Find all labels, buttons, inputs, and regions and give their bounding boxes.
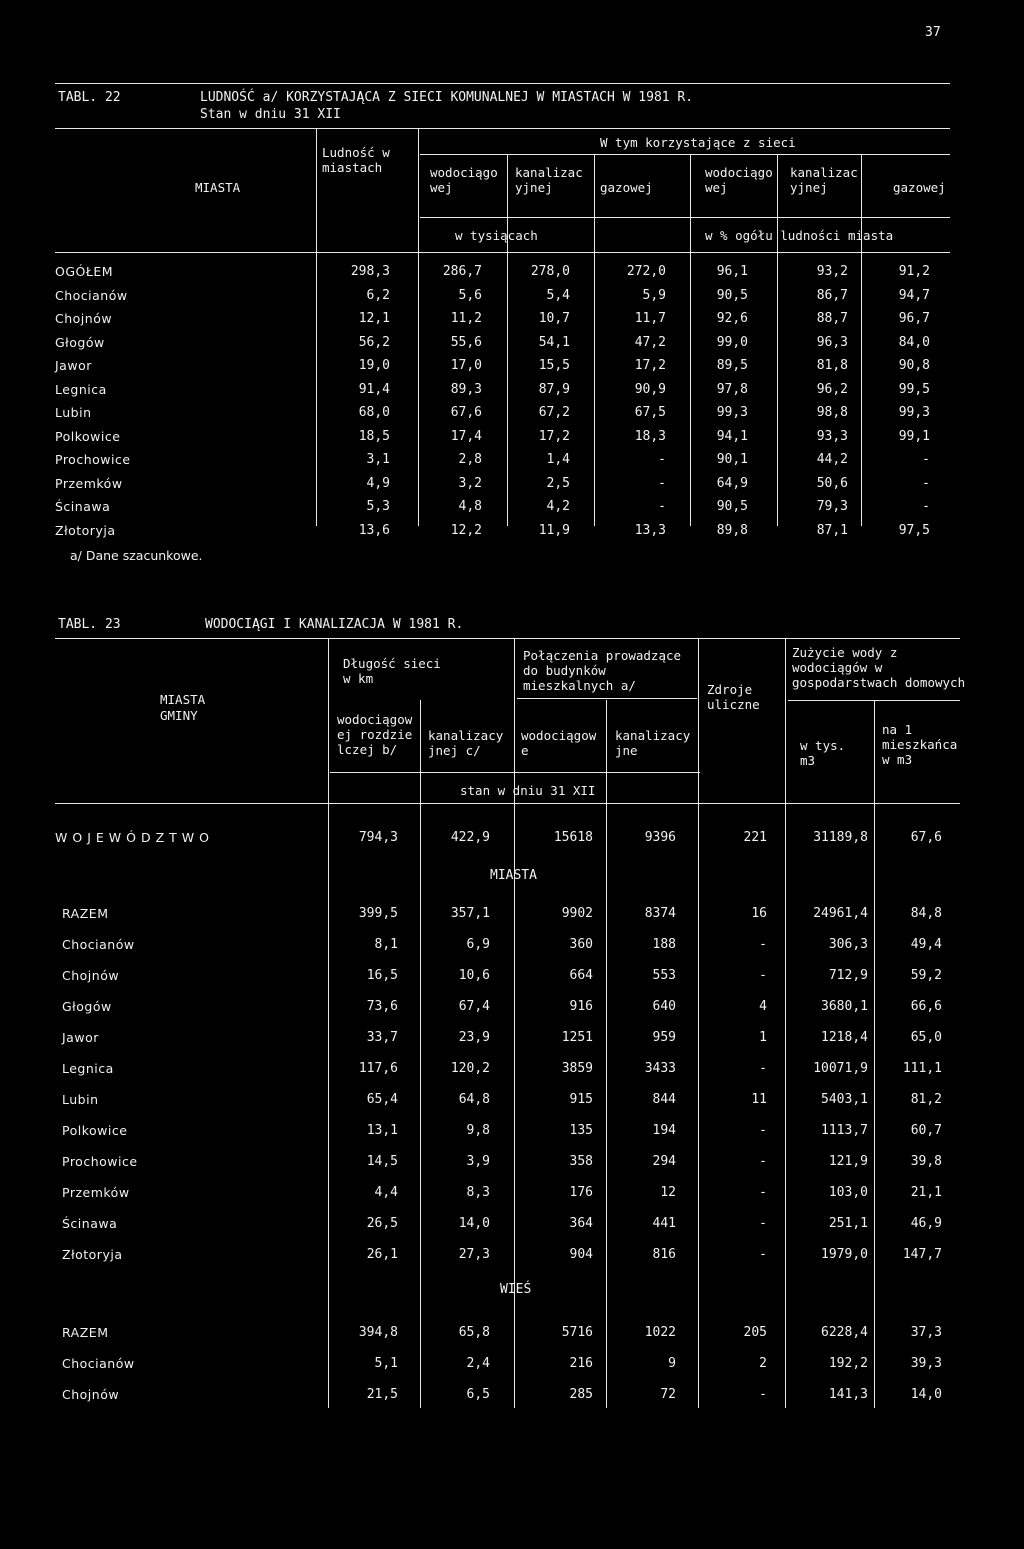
cell-t23-w1-c0: 5,1 bbox=[374, 1356, 398, 1371]
row-label-t22-0: OGÓŁEM bbox=[55, 264, 114, 279]
t22-col-wodo-2: wodociągowej bbox=[705, 165, 773, 195]
cell-t23-m0-c6: 84,8 bbox=[910, 906, 942, 921]
cell-t23-m6-c3: 844 bbox=[652, 1092, 676, 1107]
cell-t23-m10-c5: 251,1 bbox=[828, 1216, 868, 1231]
cell-t23-m9-c4: - bbox=[759, 1185, 767, 1200]
cell-t22-9-c4: 64,9 bbox=[716, 475, 748, 491]
row-label-t23-m11: Złotoryja bbox=[62, 1247, 123, 1262]
row-label-t22-8: Prochowice bbox=[55, 452, 131, 467]
row-label-t23-m4: Jawor bbox=[62, 1030, 99, 1045]
t23-section-wies: WIEŚ bbox=[500, 1282, 532, 1297]
row-label-t22-1: Chocianów bbox=[55, 287, 128, 303]
cell-t23-m4-c2: 1251 bbox=[561, 1030, 593, 1045]
cell-t22-4-c4: 89,5 bbox=[716, 358, 748, 373]
cell-t23-m10-c1: 14,0 bbox=[458, 1216, 490, 1231]
cell-t23-m5-c2: 3859 bbox=[561, 1061, 593, 1076]
row-label-t22-5: Legnica bbox=[55, 381, 107, 397]
cell-t22-4-c2: 15,5 bbox=[538, 358, 570, 373]
cell-t23-m4-c3: 959 bbox=[652, 1030, 676, 1045]
cell-t23-m3-c3: 640 bbox=[652, 999, 676, 1014]
cell-t23-w1-c3: 9 bbox=[668, 1356, 676, 1371]
cell-t23-m7-c1: 9,8 bbox=[466, 1123, 490, 1138]
cell-t23-w0-c0: 394,8 bbox=[358, 1325, 398, 1340]
cell-t22-0-c3: 272,0 bbox=[626, 264, 666, 279]
table-23-title: WODOCIĄGI I KANALIZACJA W 1981 R. bbox=[205, 617, 464, 632]
cell-t23-w0-c5: 6228,4 bbox=[821, 1325, 868, 1340]
cell-t22-9-c6: - bbox=[922, 475, 930, 491]
t23-sub-wodo2: wodociągowe bbox=[521, 728, 597, 758]
cell-t22-8-c1: 2,8 bbox=[458, 452, 482, 467]
cell-t22-6-c1: 67,6 bbox=[450, 405, 482, 420]
cell-t22-0-c6: 91,2 bbox=[898, 264, 930, 279]
cell-t22-1-c4: 90,5 bbox=[716, 287, 748, 303]
cell-t23-m0-c4: 16 bbox=[751, 906, 767, 921]
cell-t23-m1-c2: 360 bbox=[569, 937, 593, 952]
cell-t22-6-c3: 67,5 bbox=[634, 405, 666, 420]
cell-t23-m5-c4: - bbox=[759, 1061, 767, 1076]
cell-t23-m0-c2: 9902 bbox=[561, 906, 593, 921]
cell-t23-m7-c3: 194 bbox=[652, 1123, 676, 1138]
cell-t22-5-c5: 96,2 bbox=[816, 381, 848, 397]
cell-t22-9-c5: 50,6 bbox=[816, 475, 848, 491]
t23-head-dlugosc: Długość sieci bbox=[343, 656, 441, 671]
cell-t22-5-c3: 90,9 bbox=[634, 381, 666, 397]
cell-t22-8-c0: 3,1 bbox=[366, 452, 390, 467]
row-label-t23-m6: Lubin bbox=[62, 1092, 99, 1107]
cell-t23-m3-c5: 3680,1 bbox=[821, 999, 868, 1014]
cell-t22-0-c1: 286,7 bbox=[442, 264, 482, 279]
cell-t23-m2-c2: 664 bbox=[569, 968, 593, 983]
cell-t23-m10-c6: 46,9 bbox=[910, 1216, 942, 1231]
t22-col-gaz-1: gazowej bbox=[600, 180, 653, 195]
cell-t23-m0-c5: 24961,4 bbox=[813, 906, 868, 921]
cell-t22-8-c2: 1,4 bbox=[546, 452, 570, 467]
cell-t23-m5-c6: 111,1 bbox=[902, 1061, 942, 1076]
cell-t23-m8-c2: 358 bbox=[569, 1154, 593, 1169]
cell-t23-m11-c1: 27,3 bbox=[458, 1247, 490, 1262]
cell-t22-10-c3: - bbox=[658, 499, 666, 514]
cell-t22-5-c1: 89,3 bbox=[450, 381, 482, 397]
cell-t22-3-c5: 96,3 bbox=[816, 334, 848, 350]
t23-section-miasta: MIASTA bbox=[490, 868, 537, 883]
cell-t23-m4-c1: 23,9 bbox=[458, 1030, 490, 1045]
cell-t23-woj-c4: 221 bbox=[743, 830, 767, 845]
cell-t23-woj-c5: 31189,8 bbox=[813, 830, 868, 845]
cell-t22-6-c5: 98,8 bbox=[816, 405, 848, 420]
cell-t22-2-c1: 11,2 bbox=[450, 311, 482, 326]
table-22-label: TABL. 22 bbox=[58, 90, 121, 105]
t22-footnote: a/ Dane szacunkowe. bbox=[70, 548, 203, 563]
cell-t23-m9-c6: 21,1 bbox=[910, 1185, 942, 1200]
cell-t22-0-c4: 96,1 bbox=[716, 264, 748, 279]
cell-t22-9-c0: 4,9 bbox=[366, 475, 390, 491]
t23-sub-kanal2: kanalizacyjne bbox=[615, 728, 691, 758]
cell-t23-m10-c4: - bbox=[759, 1216, 767, 1231]
cell-t23-w2-c6: 14,0 bbox=[910, 1387, 942, 1402]
row-label-t22-2: Chojnów bbox=[55, 311, 113, 326]
t22-head-miasta: MIASTA bbox=[195, 180, 241, 195]
t23-stan: stan w dniu 31 XII bbox=[460, 783, 596, 798]
row-label-t23-m3: Głogów bbox=[62, 999, 112, 1014]
cell-t23-m10-c0: 26,5 bbox=[366, 1216, 398, 1231]
cell-t23-m3-c2: 916 bbox=[569, 999, 593, 1014]
cell-t22-8-c4: 90,1 bbox=[716, 452, 748, 467]
cell-t23-w2-c3: 72 bbox=[660, 1387, 676, 1402]
row-label-t23-m8: Prochowice bbox=[62, 1154, 138, 1169]
cell-t23-m8-c4: - bbox=[759, 1154, 767, 1169]
cell-t23-m5-c1: 120,2 bbox=[450, 1061, 490, 1076]
row-label-t23-m7: Polkowice bbox=[62, 1123, 128, 1138]
cell-t23-w1-c4: 2 bbox=[759, 1356, 767, 1371]
cell-t22-11-c4: 89,8 bbox=[716, 522, 748, 538]
cell-t22-10-c6: - bbox=[922, 499, 930, 514]
cell-t23-m8-c1: 3,9 bbox=[466, 1154, 490, 1169]
cell-t23-m9-c3: 12 bbox=[660, 1185, 676, 1200]
cell-t22-5-c2: 87,9 bbox=[538, 381, 570, 397]
cell-t23-m7-c2: 135 bbox=[569, 1123, 593, 1138]
cell-t23-m8-c0: 14,5 bbox=[366, 1154, 398, 1169]
cell-t22-10-c4: 90,5 bbox=[716, 499, 748, 514]
cell-t23-m1-c4: - bbox=[759, 937, 767, 952]
cell-t23-w1-c2: 216 bbox=[569, 1356, 593, 1371]
cell-t22-4-c6: 90,8 bbox=[898, 358, 930, 373]
cell-t22-6-c4: 99,3 bbox=[716, 405, 748, 420]
cell-t22-11-c0: 13,6 bbox=[358, 522, 390, 538]
cell-t22-1-c3: 5,9 bbox=[642, 287, 666, 303]
cell-t22-4-c0: 19,0 bbox=[358, 358, 390, 373]
t22-head-wtym: W tym korzystające z sieci bbox=[600, 135, 796, 150]
cell-t23-m4-c0: 33,7 bbox=[366, 1030, 398, 1045]
cell-t23-m3-c0: 73,6 bbox=[366, 999, 398, 1014]
cell-t23-m5-c3: 3433 bbox=[644, 1061, 676, 1076]
row-label-t23-woj: WOJEWÓDZTWO bbox=[55, 830, 215, 845]
row-label-t23-m5: Legnica bbox=[62, 1061, 114, 1076]
cell-t23-woj-c1: 422,9 bbox=[450, 830, 490, 845]
cell-t23-m11-c5: 1979,0 bbox=[821, 1247, 868, 1262]
t23-sub-na1: na 1 mieszkańca w m3 bbox=[882, 722, 958, 767]
table-22-title: LUDNOŚĆ a/ KORZYSTAJĄCA Z SIECI KOMUNALNEJ W MIASTACH W 1981 R. bbox=[200, 90, 694, 105]
cell-t22-4-c5: 81,8 bbox=[816, 358, 848, 373]
cell-t22-2-c4: 92,6 bbox=[716, 311, 748, 326]
cell-t22-3-c3: 47,2 bbox=[634, 334, 666, 350]
cell-t23-m5-c0: 117,6 bbox=[358, 1061, 398, 1076]
cell-t22-3-c1: 55,6 bbox=[450, 334, 482, 350]
t23-head-miasta: MIASTA bbox=[160, 692, 206, 707]
t23-head-wkm: w km bbox=[343, 671, 374, 686]
cell-t23-m3-c6: 66,6 bbox=[910, 999, 942, 1014]
cell-t22-2-c0: 12,1 bbox=[358, 311, 390, 326]
cell-t23-w0-c2: 5716 bbox=[561, 1325, 593, 1340]
cell-t23-m11-c0: 26,1 bbox=[366, 1247, 398, 1262]
cell-t23-m10-c3: 441 bbox=[652, 1216, 676, 1231]
cell-t22-10-c1: 4,8 bbox=[458, 499, 482, 514]
cell-t22-7-c0: 18,5 bbox=[358, 428, 390, 444]
cell-t23-m6-c5: 5403,1 bbox=[821, 1092, 868, 1107]
t22-col-gaz-2: gazowej bbox=[893, 180, 946, 195]
cell-t22-11-c3: 13,3 bbox=[634, 522, 666, 538]
cell-t23-m7-c0: 13,1 bbox=[366, 1123, 398, 1138]
cell-t22-3-c2: 54,1 bbox=[538, 334, 570, 350]
cell-t22-5-c4: 97,8 bbox=[716, 381, 748, 397]
cell-t23-w0-c1: 65,8 bbox=[458, 1325, 490, 1340]
cell-t23-w2-c4: - bbox=[759, 1387, 767, 1402]
cell-t23-m10-c2: 364 bbox=[569, 1216, 593, 1231]
cell-t23-m1-c3: 188 bbox=[652, 937, 676, 952]
cell-t23-m9-c2: 176 bbox=[569, 1185, 593, 1200]
cell-t23-w0-c4: 205 bbox=[743, 1325, 767, 1340]
cell-t22-8-c5: 44,2 bbox=[816, 452, 848, 467]
t22-unit-percent: w % ogółu ludności miasta bbox=[705, 228, 894, 243]
cell-t23-m2-c0: 16,5 bbox=[366, 968, 398, 983]
cell-t23-w2-c2: 285 bbox=[569, 1387, 593, 1402]
cell-t23-m2-c3: 553 bbox=[652, 968, 676, 983]
row-label-t22-7: Polkowice bbox=[55, 428, 121, 444]
cell-t22-3-c4: 99,0 bbox=[716, 334, 748, 350]
cell-t23-m6-c4: 11 bbox=[751, 1092, 767, 1107]
row-label-t22-4: Jawor bbox=[55, 358, 92, 373]
cell-t22-2-c6: 96,7 bbox=[898, 311, 930, 326]
cell-t23-m7-c5: 1113,7 bbox=[821, 1123, 868, 1138]
cell-t23-w0-c6: 37,3 bbox=[910, 1325, 942, 1340]
t22-col-wodo-1: wodociągowej bbox=[430, 165, 498, 195]
cell-t23-m4-c4: 1 bbox=[759, 1030, 767, 1045]
cell-t22-1-c6: 94,7 bbox=[898, 287, 930, 303]
t23-head-gminy: GMINY bbox=[160, 708, 198, 723]
cell-t23-m2-c6: 59,2 bbox=[910, 968, 942, 983]
row-label-t23-m10: Ścinawa bbox=[62, 1216, 118, 1231]
cell-t22-3-c6: 84,0 bbox=[898, 334, 930, 350]
cell-t22-8-c6: - bbox=[922, 452, 930, 467]
t22-unit-thousands: w tysiącach bbox=[455, 228, 538, 243]
cell-t22-11-c2: 11,9 bbox=[538, 522, 570, 538]
cell-t23-m9-c5: 103,0 bbox=[828, 1185, 868, 1200]
t23-head-zdroje: Zdroje uliczne bbox=[707, 682, 760, 712]
cell-t22-9-c3: - bbox=[658, 475, 666, 491]
cell-t23-m11-c3: 816 bbox=[652, 1247, 676, 1262]
row-label-t23-w0: RAZEM bbox=[62, 1325, 109, 1340]
cell-t22-10-c0: 5,3 bbox=[366, 499, 390, 514]
cell-t22-7-c4: 94,1 bbox=[716, 428, 748, 444]
cell-t23-m2-c1: 10,6 bbox=[458, 968, 490, 983]
cell-t23-m0-c3: 8374 bbox=[644, 906, 676, 921]
cell-t23-woj-c6: 67,6 bbox=[910, 830, 942, 845]
cell-t23-m6-c2: 915 bbox=[569, 1092, 593, 1107]
cell-t23-m7-c4: - bbox=[759, 1123, 767, 1138]
cell-t22-1-c5: 86,7 bbox=[816, 287, 848, 303]
t22-col-kanal-1: kanalizacyjnej bbox=[515, 165, 583, 195]
cell-t23-w0-c3: 1022 bbox=[644, 1325, 676, 1340]
t23-sub-kanal: kanalizacyjnej c/ bbox=[428, 728, 504, 758]
cell-t23-m11-c2: 904 bbox=[569, 1247, 593, 1262]
row-label-t23-w2: Chojnów bbox=[62, 1387, 120, 1402]
row-label-t23-m0: RAZEM bbox=[62, 906, 109, 921]
t23-head-zuzycie: Zużycie wody z wodociągów w gospodarstwach domowych bbox=[792, 645, 966, 690]
cell-t23-m4-c5: 1218,4 bbox=[821, 1030, 868, 1045]
cell-t23-w1-c6: 39,3 bbox=[910, 1356, 942, 1371]
cell-t22-7-c6: 99,1 bbox=[898, 428, 930, 444]
cell-t22-1-c2: 5,4 bbox=[546, 287, 570, 303]
cell-t22-8-c3: - bbox=[658, 452, 666, 467]
cell-t22-0-c2: 278,0 bbox=[530, 264, 570, 279]
t23-sub-tys: w tys. m3 bbox=[800, 738, 846, 768]
row-label-t23-m9: Przemków bbox=[62, 1185, 130, 1200]
cell-t22-6-c0: 68,0 bbox=[358, 405, 390, 420]
cell-t23-m9-c1: 8,3 bbox=[466, 1185, 490, 1200]
cell-t22-7-c2: 17,2 bbox=[538, 428, 570, 444]
cell-t22-7-c5: 93,3 bbox=[816, 428, 848, 444]
cell-t23-m6-c6: 81,2 bbox=[910, 1092, 942, 1107]
cell-t23-m4-c6: 65,0 bbox=[910, 1030, 942, 1045]
cell-t23-m8-c3: 294 bbox=[652, 1154, 676, 1169]
cell-t23-w1-c5: 192,2 bbox=[828, 1356, 868, 1371]
cell-t23-m1-c6: 49,4 bbox=[910, 937, 942, 952]
row-label-t22-6: Lubin bbox=[55, 405, 92, 420]
cell-t22-7-c3: 18,3 bbox=[634, 428, 666, 444]
cell-t23-m8-c6: 39,8 bbox=[910, 1154, 942, 1169]
cell-t23-m6-c0: 65,4 bbox=[366, 1092, 398, 1107]
cell-t23-w2-c1: 6,5 bbox=[466, 1387, 490, 1402]
cell-t23-w1-c1: 2,4 bbox=[466, 1356, 490, 1371]
row-label-t23-m2: Chojnów bbox=[62, 968, 120, 983]
cell-t23-m9-c0: 4,4 bbox=[374, 1185, 398, 1200]
cell-t23-w2-c0: 21,5 bbox=[366, 1387, 398, 1402]
cell-t23-m6-c1: 64,8 bbox=[458, 1092, 490, 1107]
cell-t23-m2-c4: - bbox=[759, 968, 767, 983]
t22-head-ludnosc: Ludność w miastach bbox=[322, 145, 390, 175]
page-number: 37 bbox=[925, 25, 941, 40]
cell-t23-m1-c0: 8,1 bbox=[374, 937, 398, 952]
cell-t23-woj-c0: 794,3 bbox=[358, 830, 398, 845]
cell-t22-10-c2: 4,2 bbox=[546, 499, 570, 514]
cell-t22-0-c0: 298,3 bbox=[350, 264, 390, 279]
row-label-t22-11: Złotoryja bbox=[55, 522, 116, 538]
cell-t22-0-c5: 93,2 bbox=[816, 264, 848, 279]
cell-t22-9-c2: 2,5 bbox=[546, 475, 570, 491]
cell-t22-9-c1: 3,2 bbox=[458, 475, 482, 491]
cell-t22-11-c1: 12,2 bbox=[450, 522, 482, 538]
row-label-t22-9: Przemków bbox=[55, 475, 123, 491]
t22-col-kanal-2: kanalizacyjnej bbox=[790, 165, 858, 195]
row-label-t23-m1: Chocianów bbox=[62, 937, 135, 952]
cell-t23-woj-c3: 9396 bbox=[644, 830, 676, 845]
cell-t22-7-c1: 17,4 bbox=[450, 428, 482, 444]
cell-t22-2-c3: 11,7 bbox=[634, 311, 666, 326]
cell-t23-m2-c5: 712,9 bbox=[828, 968, 868, 983]
cell-t22-11-c6: 97,5 bbox=[898, 522, 930, 538]
cell-t23-m1-c1: 6,9 bbox=[466, 937, 490, 952]
row-label-t22-10: Ścinawa bbox=[55, 499, 111, 514]
row-label-t23-w1: Chocianów bbox=[62, 1356, 135, 1371]
table-23-label: TABL. 23 bbox=[58, 617, 121, 632]
cell-t23-woj-c2: 15618 bbox=[553, 830, 593, 845]
cell-t23-w2-c5: 141,3 bbox=[828, 1387, 868, 1402]
cell-t22-6-c6: 99,3 bbox=[898, 405, 930, 420]
cell-t23-m0-c0: 399,5 bbox=[358, 906, 398, 921]
cell-t22-4-c1: 17,0 bbox=[450, 358, 482, 373]
cell-t22-3-c0: 56,2 bbox=[358, 334, 390, 350]
table-22-subtitle: Stan w dniu 31 XII bbox=[200, 107, 341, 122]
cell-t23-m11-c4: - bbox=[759, 1247, 767, 1262]
cell-t23-m0-c1: 357,1 bbox=[450, 906, 490, 921]
cell-t22-11-c5: 87,1 bbox=[816, 522, 848, 538]
cell-t23-m11-c6: 147,7 bbox=[902, 1247, 942, 1262]
t23-head-polaczenia: Połączenia prowadzące do budynków mieszkalnych a/ bbox=[523, 648, 682, 693]
cell-t23-m5-c5: 10071,9 bbox=[813, 1061, 868, 1076]
cell-t23-m8-c5: 121,9 bbox=[828, 1154, 868, 1169]
cell-t22-4-c3: 17,2 bbox=[634, 358, 666, 373]
cell-t22-6-c2: 67,2 bbox=[538, 405, 570, 420]
cell-t22-5-c0: 91,4 bbox=[358, 381, 390, 397]
cell-t22-5-c6: 99,5 bbox=[898, 381, 930, 397]
cell-t23-m3-c4: 4 bbox=[759, 999, 767, 1014]
row-label-t22-3: Głogów bbox=[55, 334, 105, 350]
cell-t22-10-c5: 79,3 bbox=[816, 499, 848, 514]
cell-t22-2-c2: 10,7 bbox=[538, 311, 570, 326]
cell-t23-m1-c5: 306,3 bbox=[828, 937, 868, 952]
cell-t22-1-c1: 5,6 bbox=[458, 287, 482, 303]
cell-t22-2-c5: 88,7 bbox=[816, 311, 848, 326]
t23-sub-wodo: wodociągowej rozdzielczej b/ bbox=[337, 712, 413, 757]
cell-t23-m3-c1: 67,4 bbox=[458, 999, 490, 1014]
cell-t23-m7-c6: 60,7 bbox=[910, 1123, 942, 1138]
cell-t22-1-c0: 6,2 bbox=[366, 287, 390, 303]
